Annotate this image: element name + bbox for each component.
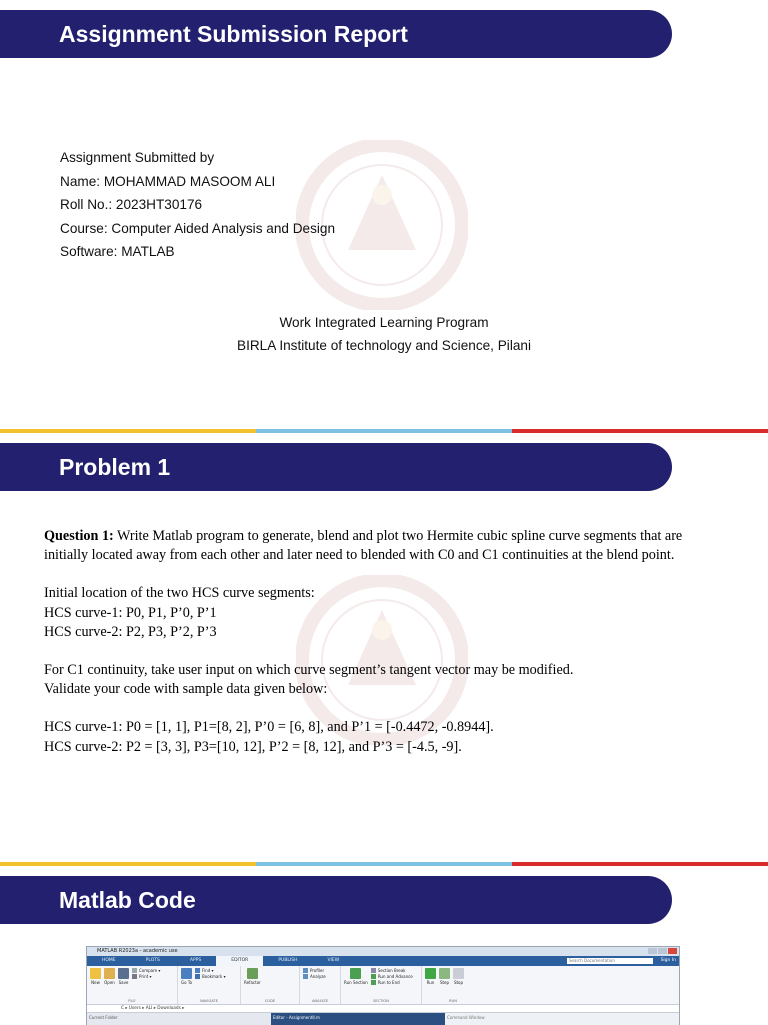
question-text: Write Matlab program to generate, blend and plot two Hermite cubic spline curve segments that are initially located away from each other and later need to blended with C0 and C1 continuities at the blend point. — [44, 528, 683, 564]
window-controls — [648, 948, 677, 954]
file-group — [87, 966, 178, 1004]
navigate-group-label: NAVIGATE — [200, 999, 218, 1003]
tab-plots[interactable]: PLOTS — [145, 958, 160, 963]
software-name: Software: MATLAB — [60, 244, 175, 259]
curve1-sample-data: HCS curve-1: P0 = [1, 1], P1=[8, 2], P’0 = [6, 8], and P’1 = [-0.4472, -0.8944]. — [44, 719, 494, 736]
slide-banner — [0, 443, 672, 491]
navigate-group — [178, 966, 241, 1004]
matlab-screenshot — [86, 946, 680, 1025]
command-window-panel[interactable]: Command Window — [445, 1013, 679, 1025]
section-group-label: SECTION — [373, 999, 389, 1003]
initial-location-heading: Initial location of the two HCS curve segments: — [44, 585, 315, 602]
matlab-panels — [87, 1013, 679, 1025]
run-section-button[interactable]: Run Section — [344, 968, 368, 1004]
step-icon — [439, 968, 450, 979]
analyze-group-label: ANALYZE — [311, 999, 329, 1003]
folder-icon — [104, 968, 115, 979]
run-icon — [425, 968, 436, 979]
matlab-window-title: MATLAB R2023a - academic use — [97, 948, 178, 954]
analyze-group — [300, 966, 341, 1004]
report-title: Assignment Submission Report — [59, 21, 408, 47]
new-file-icon — [90, 968, 101, 979]
stop-button[interactable]: Stop — [453, 968, 464, 1004]
stop-icon — [453, 968, 464, 979]
validate-instruction: Validate your code with sample data given below: — [44, 681, 328, 698]
profiler-button[interactable]: Profiler — [303, 968, 326, 973]
compare-button[interactable]: Compare ▾ — [132, 968, 160, 973]
roll-number: Roll No.: 2023HT30176 — [60, 197, 203, 212]
maximize-icon[interactable] — [658, 948, 667, 954]
tab-editor[interactable]: EDITOR — [216, 956, 263, 966]
code-title: Matlab Code — [59, 887, 196, 913]
tab-apps[interactable]: APPS — [189, 958, 202, 963]
submitted-by-label: Assignment Submitted by — [60, 150, 215, 165]
analyze-button[interactable]: Analyze — [303, 974, 326, 979]
close-icon[interactable] — [668, 948, 677, 954]
question-label: Question 1: — [44, 528, 114, 544]
code-group-label: CODE — [264, 999, 276, 1003]
minimize-icon[interactable] — [648, 948, 657, 954]
program-name: Work Integrated Learning Program — [279, 315, 489, 330]
run-section-icon — [350, 968, 361, 979]
slide-problem — [0, 433, 768, 863]
slide-banner — [0, 876, 672, 924]
submission-details — [60, 146, 335, 264]
new-button[interactable]: New — [90, 968, 101, 1004]
run-group-label: RUN — [449, 999, 457, 1003]
curve1-definition: HCS curve-1: P0, P1, P’0, P’1 — [44, 604, 217, 621]
tab-home[interactable]: HOME — [102, 958, 116, 963]
goto-button[interactable]: Go To — [181, 968, 192, 1004]
editor-tab[interactable]: Editor - AssignmentII.m — [271, 1013, 445, 1025]
student-name: Name: MOHAMMAD MASOOM ALI — [60, 173, 276, 189]
section-break-button[interactable]: Section Break — [371, 968, 413, 973]
slide-title — [0, 0, 768, 430]
bookmark-button[interactable]: Bookmark ▾ — [195, 974, 226, 979]
save-button[interactable]: Save — [118, 968, 129, 1004]
editor-ribbon — [87, 966, 679, 1005]
current-folder-panel[interactable]: Current Folder — [87, 1013, 271, 1025]
slide-banner — [0, 10, 672, 58]
step-button[interactable]: Step — [439, 968, 450, 1004]
tab-view[interactable]: VIEW — [327, 958, 340, 963]
print-button[interactable]: Print ▾ — [132, 974, 160, 979]
refactor-button[interactable]: Refactor — [244, 968, 261, 1004]
c1-instruction: For C1 continuity, take user input on which curve segment’s tangent vector may be modified. — [44, 662, 574, 679]
run-and-advance-button[interactable]: Run and Advance — [371, 974, 413, 979]
curve2-definition: HCS curve-2: P2, P3, P’2, P’3 — [44, 623, 217, 640]
current-folder-path[interactable]: C ▸ Users ▸ ALI ▸ Downloads ▸ — [87, 1005, 679, 1013]
run-to-end-button[interactable]: Run to End — [371, 980, 413, 985]
institution-block — [0, 311, 768, 357]
file-group-label: FILE — [128, 999, 136, 1003]
save-icon — [118, 968, 129, 979]
code-group — [241, 966, 300, 1004]
open-button[interactable]: Open — [104, 968, 115, 1004]
goto-icon — [181, 968, 192, 979]
course-name: Course: Computer Aided Analysis and Design — [60, 220, 336, 236]
sign-in-link[interactable]: Sign In — [660, 958, 676, 963]
find-button[interactable]: Find ▾ — [195, 968, 226, 973]
question-paragraph — [44, 527, 684, 565]
search-documentation-input[interactable]: Search Documentation — [567, 958, 653, 964]
problem-title: Problem 1 — [59, 454, 171, 480]
matlab-tab-strip — [87, 956, 679, 966]
refactor-icon — [247, 968, 258, 979]
problem-statement — [44, 527, 684, 757]
run-group — [422, 966, 484, 1004]
curve2-sample-data: HCS curve-2: P2 = [3, 3], P3=[10, 12], P’2 = [8, 12], and P’3 = [-4.5, -9]. — [44, 738, 462, 755]
matlab-titlebar — [87, 947, 679, 956]
institute-name: BIRLA Institute of technology and Science, Pilani — [237, 338, 531, 353]
section-group — [341, 966, 422, 1004]
run-button[interactable]: Run — [425, 968, 436, 1004]
tab-publish[interactable]: PUBLISH — [278, 958, 298, 963]
